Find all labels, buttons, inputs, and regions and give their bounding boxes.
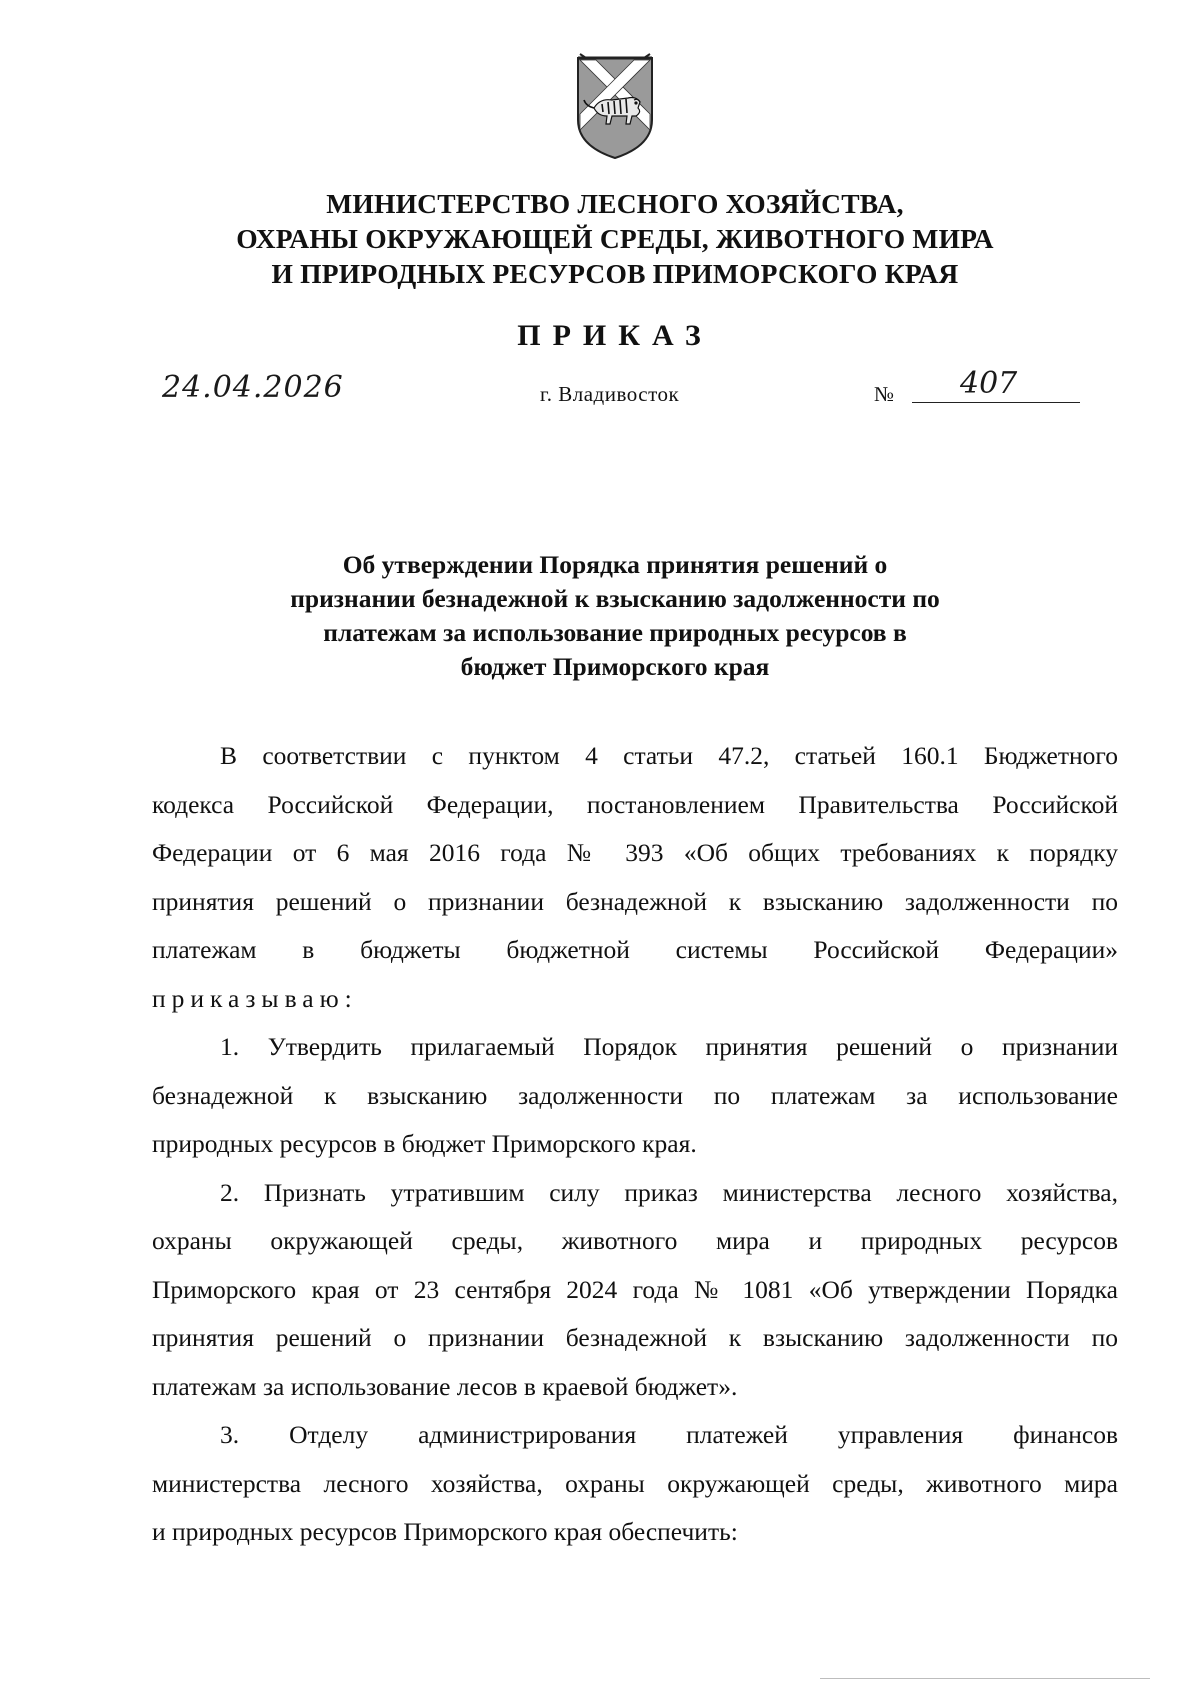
document-date: 24.04.2026: [162, 370, 344, 405]
item-3-line: 3. Отделу администрирования платежей управления финансов: [220, 1420, 1118, 1449]
preamble-line: В соответствии с пунктом 4 статьи 47.2, статьей 160.1 Бюджетного: [220, 741, 1118, 770]
item-3-line: и природных ресурсов Приморского края обеспечить:: [152, 1517, 738, 1546]
subject-line: признании безнадежной к взысканию задолженности по: [290, 584, 940, 613]
preamble-line: платежам в бюджеты бюджетной системы Российской Федерации»: [152, 935, 1118, 964]
number-underline: [912, 402, 1080, 403]
document-type: ПРИКАЗ: [517, 319, 713, 352]
order-word: приказываю:: [152, 983, 358, 1013]
document-subject: [230, 548, 1000, 684]
preamble-line: кодекса Российской Федерации, постановлением Правительства Российской: [152, 789, 1118, 819]
item-2-line: принятия решений о признании безнадежной к взысканию задолженности по: [152, 1323, 1118, 1352]
item-2-line: платежам за использование лесов в краевой бюджет».: [152, 1371, 738, 1401]
item-2-line: Приморского края от 23 сентября 2024 года № 1081 «Об утверждении Порядка: [152, 1274, 1118, 1304]
subject-line: Об утверждении Порядка принятия решений о: [342, 550, 888, 579]
item-1-line: безнадежной к взысканию задолженности по платежам за использование: [152, 1080, 1118, 1110]
item-1-line: природных ресурсов в бюджет Приморского края.: [152, 1129, 697, 1158]
item-1-line: 1. Утвердить прилагаемый Порядок принятия решений о признании: [220, 1032, 1118, 1061]
organization-line: МИНИСТЕРСТВО ЛЕСНОГО ХОЗЯЙСТВА,: [326, 188, 904, 219]
document-number: 407: [960, 366, 1018, 401]
preamble-line: принятия решений о признании безнадежной к взысканию задолженности по: [152, 886, 1118, 916]
preamble-line: Федерации от 6 мая 2016 года № 393 «Об общих требованиях к порядку: [152, 838, 1118, 867]
document-city: г. Владивосток: [540, 382, 680, 406]
coat-of-arms-icon: [572, 50, 658, 162]
scan-edge-line: [820, 1678, 1150, 1679]
item-2-line: охраны окружающей среды, животного мира и природных ресурсов: [152, 1226, 1118, 1255]
item-2-line: 2. Признать утратившим силу приказ министерства лесного хозяйства,: [220, 1177, 1118, 1207]
item-3-line: министерства лесного хозяйства, охраны окружающей среды, животного мира: [152, 1468, 1118, 1498]
subject-line: платежам за использование природных ресурсов в: [323, 618, 907, 647]
document-body: [152, 732, 1118, 1557]
organization-name: [150, 186, 1080, 291]
subject-line: бюджет Приморского края: [460, 652, 770, 681]
organization-line: ОХРАНЫ ОКРУЖАЮЩЕЙ СРЕДЫ, ЖИВОТНОГО МИРА: [236, 223, 994, 254]
number-label: №: [874, 382, 895, 406]
organization-line: И ПРИРОДНЫХ РЕСУРСОВ ПРИМОРСКОГО КРАЯ: [271, 258, 959, 289]
